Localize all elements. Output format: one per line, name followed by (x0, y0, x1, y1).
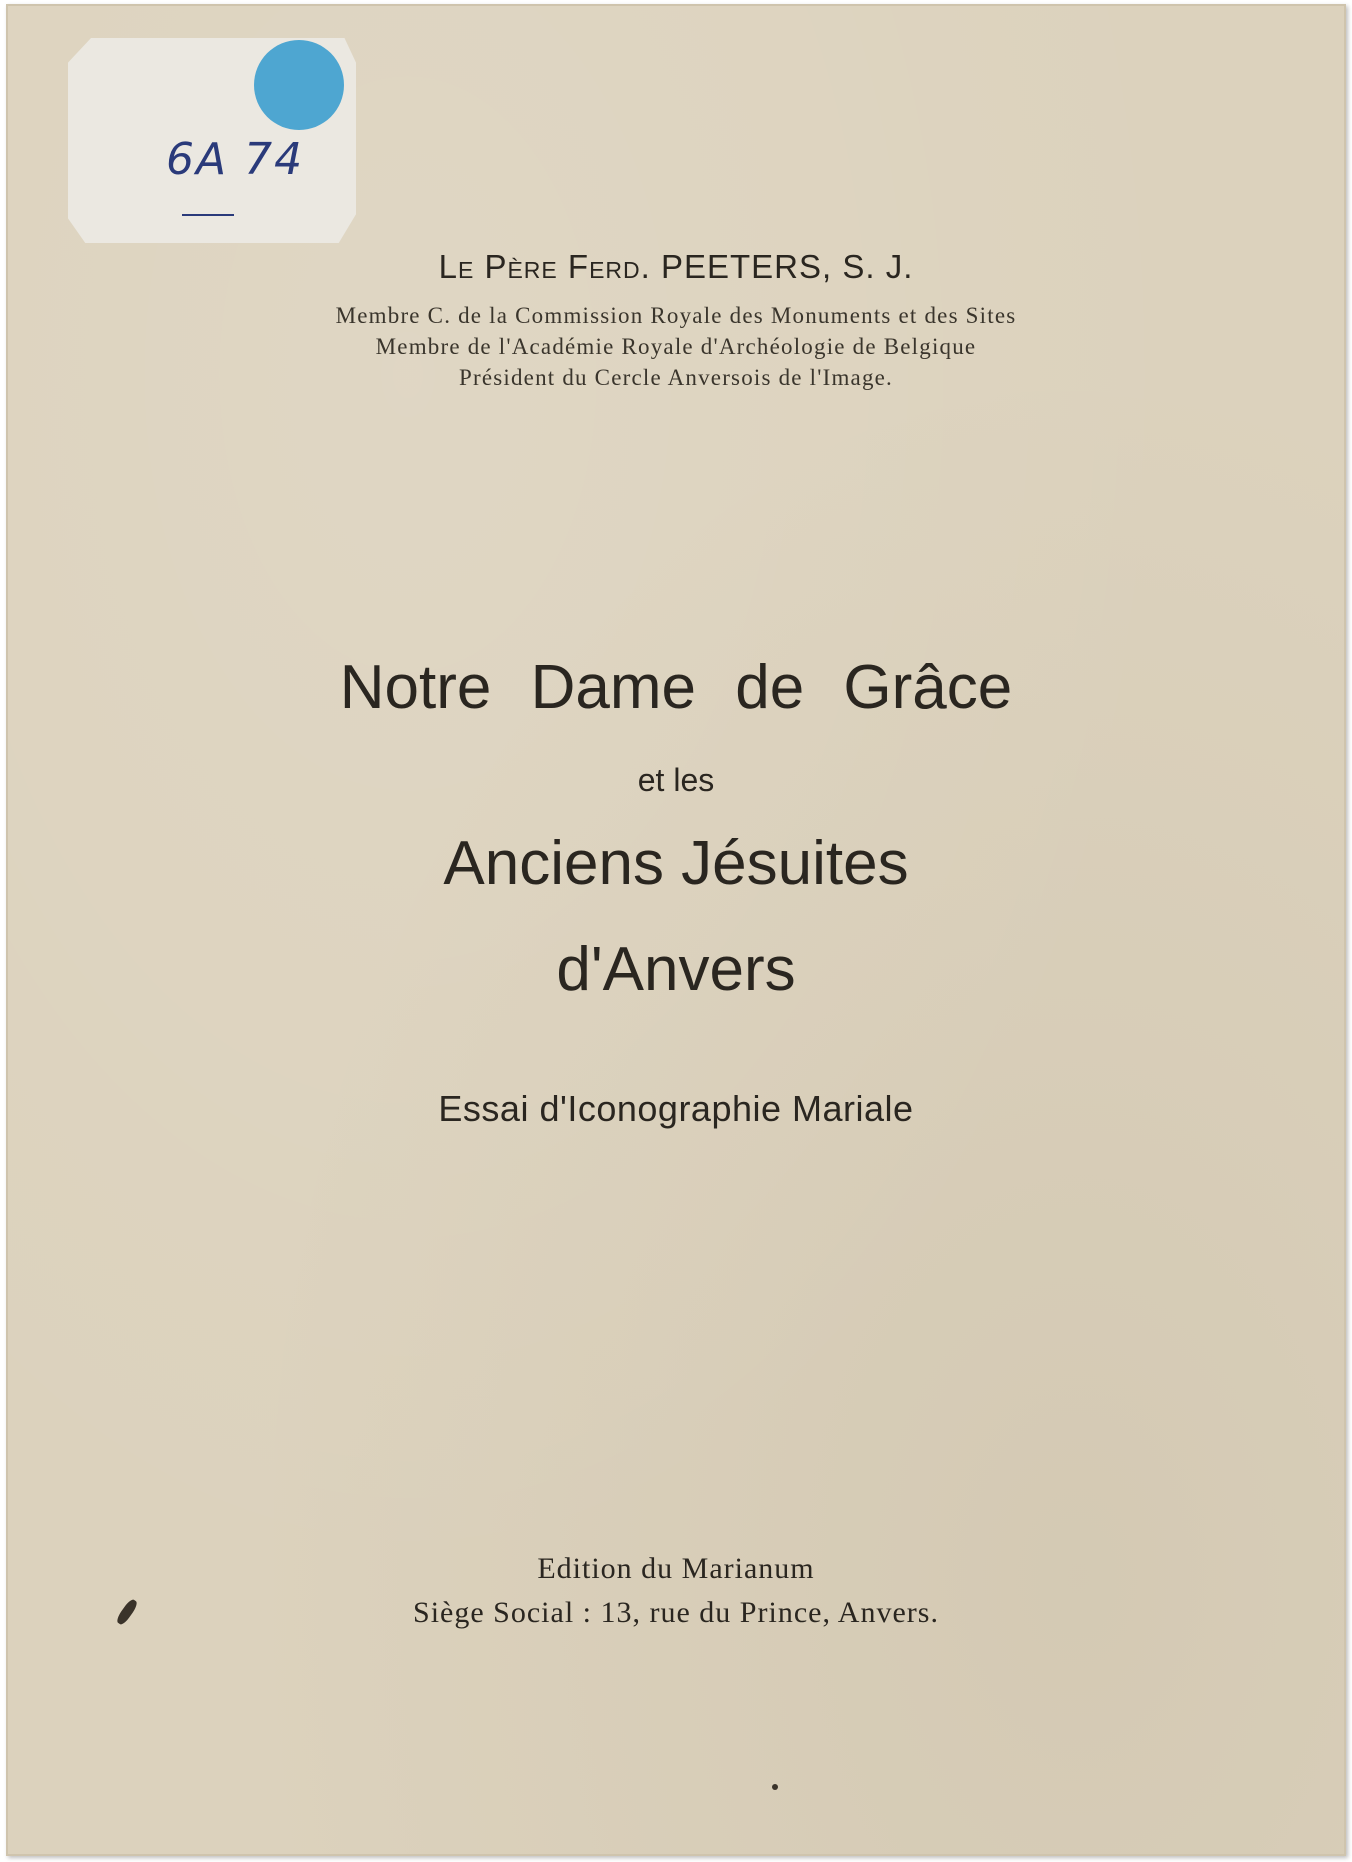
author-name: PEETERS, S. J. (660, 248, 914, 285)
title-line-3: Anciens Jésuites (443, 829, 909, 898)
affiliation-1: Membre C. de la Commission Royale des Monuments et des Sites (335, 303, 1017, 328)
handwritten-shelf-mark: 6A 74 (166, 134, 305, 185)
affiliation-2: Membre de l'Académie Royale d'Archéologie de Belgique (375, 334, 977, 359)
dust-speck (772, 1784, 778, 1790)
title-line-1: Notre Dame de Grâce (339, 653, 1013, 722)
affiliation-3: Président du Cercle Anversois de l'Image. (458, 365, 894, 390)
title-line-4: d'Anvers (556, 935, 796, 1004)
subtitle: Essai d'Iconographie Mariale (438, 1088, 914, 1129)
title-line-2: et les (637, 762, 715, 798)
author-prefix: Le Père Ferd. (438, 248, 661, 285)
publisher-address: Siège Social : 13, rue du Prince, Anvers. (413, 1596, 939, 1629)
author-line (0, 248, 1352, 286)
blue-sticker-dot (254, 40, 344, 130)
publisher-name: Edition du Marianum (537, 1552, 815, 1585)
shelf-mark-underline (182, 214, 234, 216)
